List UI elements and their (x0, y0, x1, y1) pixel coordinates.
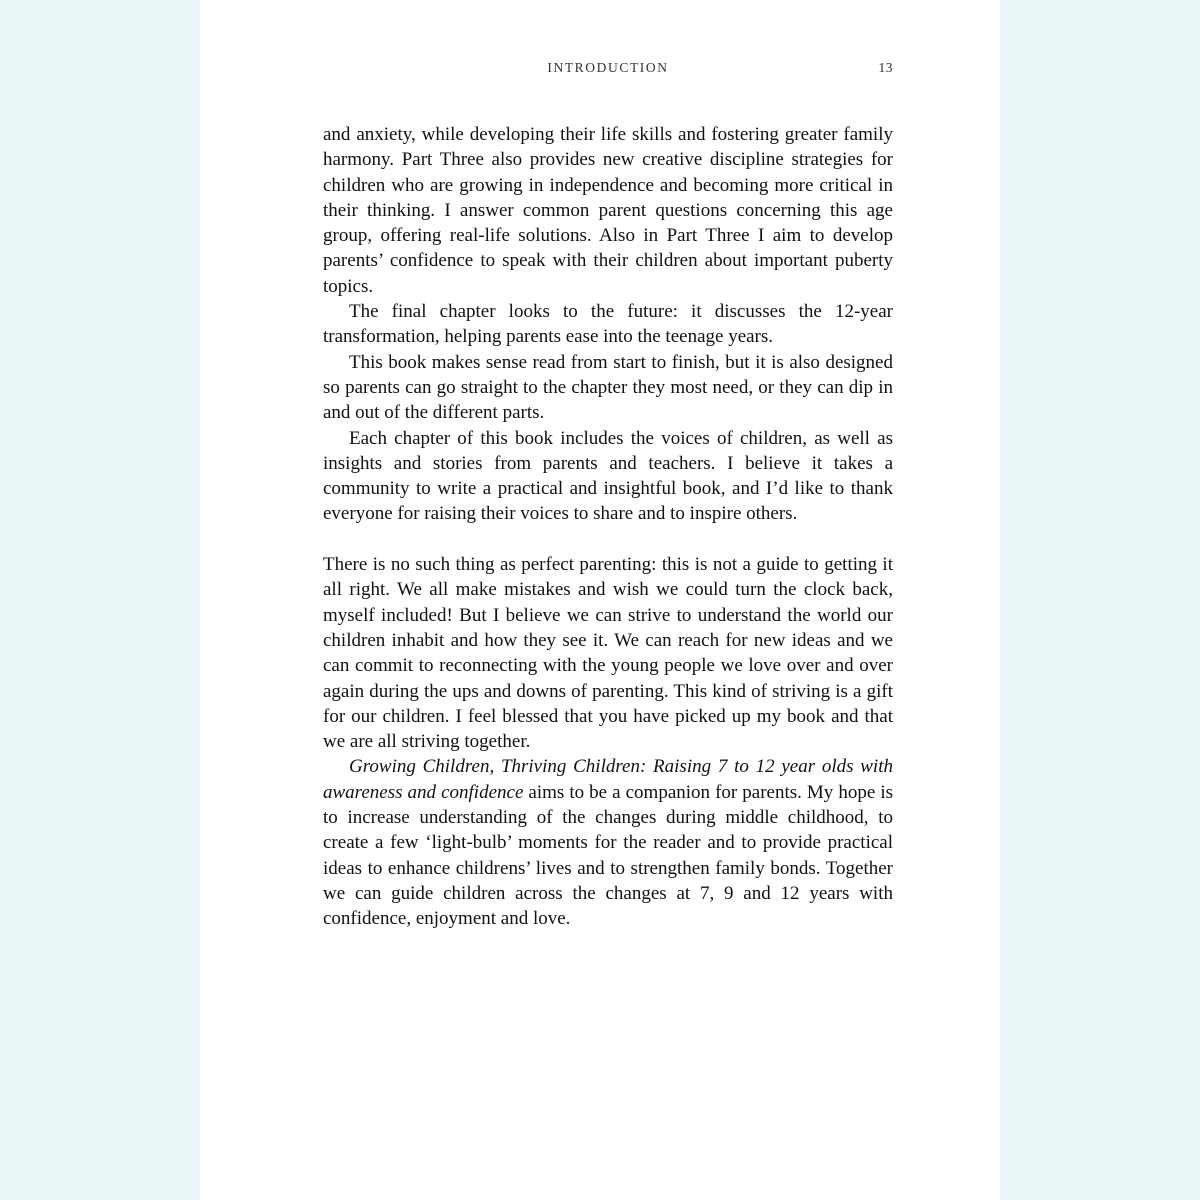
paragraph-text: aims to be a companion for parents. My hope is to increase understanding of the changes during middle childhood, to create a few ‘light-bulb’ moments for the reader and to provide practical ideas to enhance childrens’ lives and to strengthen family bonds. Together we can guide children across the changes at 7, 9 and 12 years with confidence, enjoyment and love. (323, 781, 893, 930)
paragraph (323, 754, 893, 931)
body-text (323, 122, 893, 932)
paragraph: Each chapter of this book includes the voices of children, as well as insights and stories from parents and teachers. I believe it takes a community to write a practical and insightful book, and I’d like to thank everyone for raising their voices to share and to inspire others. (323, 427, 893, 525)
running-head (323, 60, 893, 82)
paragraph: and anxiety, while developing their life skills and fostering greater family harmony. Part Three also provides new creative discipline strategies for children who are growing in independence and becoming more critical in their thinking. I answer common parent questions concerning this age group, offering real-life solutions. Also in Part Three I aim to develop parents’ confidence to speak with their children about important puberty topics. (323, 124, 893, 297)
page-number: 13 (878, 60, 893, 75)
paragraph: This book makes sense read from start to finish, but it is also designed so parents can go straight to the chapter they most need, or they can dip in and out of the different parts. (323, 351, 893, 424)
paragraph: The final chapter looks to the future: it discusses the 12-year transformation, helping parents ease into the teenage years. (323, 301, 893, 348)
book-page (200, 0, 1000, 1200)
paragraph: There is no such thing as perfect parenting: this is not a guide to getting it all right. We all make mistakes and wish we could turn the clock back, myself included! But I believe we can strive to understand the world our children inhabit and how they see it. We can reach for new ideas and we can commit to reconnecting with the young people we love over and over again during the ups and downs of parenting. This kind of striving is a gift for our children. I feel blessed that you have picked up my book and that we are all striving together. (323, 554, 893, 753)
section-title: INTRODUCTION (547, 60, 669, 75)
book-title: Growing Children, Thriving Children: Raising 7 to 12 year olds with awareness and confidence (323, 756, 893, 803)
